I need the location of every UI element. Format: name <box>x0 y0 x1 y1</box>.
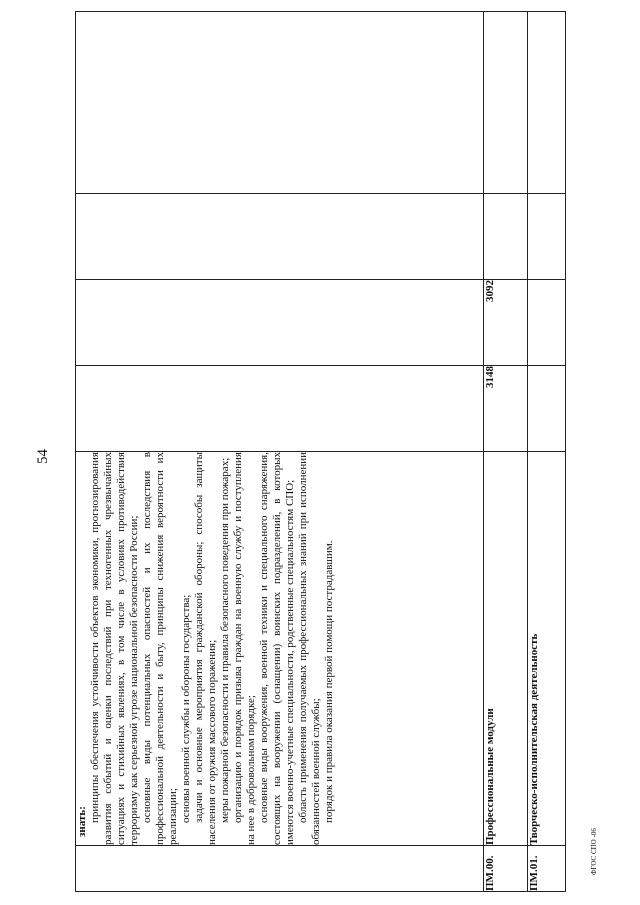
knowledge-item: основные виды потенциальных опасностей и их последствия в профессиональной деятельности и быту, принципы снижения вероятности их реализации; <box>141 452 179 845</box>
knowledge-item: основы военной службы и обороны государства; <box>180 594 192 823</box>
hours-class-cell <box>76 280 484 366</box>
knowledge-item: принципы обеспечения устойчивости объектов экономики, прогнозирования развития событий и оценки последствий при техногенных чрезвычайных ситуациях и стихийных явлениях, в том числе в условиях противодействия терроризму как серьезной угрозе национальной безопасности России; <box>89 452 140 845</box>
table-row <box>528 12 566 892</box>
hours-class-value: 3092 <box>484 280 528 366</box>
hours-max-value: 3148 <box>484 366 528 452</box>
empty-cell <box>76 12 484 194</box>
module-code: ПМ.00. <box>484 846 528 892</box>
module-name: Профессиональные модули <box>484 452 528 846</box>
table-row <box>484 12 528 892</box>
knowledge-item: организацию и порядок призыва граждан на военную службу и поступления на нее в добровольном порядке; <box>232 452 257 845</box>
table-row <box>76 12 484 892</box>
knowledge-cell <box>76 452 484 846</box>
knowledge-heading: знать: <box>76 806 88 837</box>
curriculum-table <box>75 11 566 892</box>
module-name: Творческо-исполнительская деятельность <box>528 452 566 846</box>
empty-cell <box>528 12 566 194</box>
footer-label: ФГОС СПО -06 <box>590 828 598 875</box>
empty-cell <box>528 366 566 452</box>
hours-max-cell <box>76 366 484 452</box>
knowledge-item: область применения получаемых профессиональных знаний при исполнении обязанностей военной службы; <box>297 452 322 845</box>
empty-cell <box>484 194 528 280</box>
page-number: 54 <box>35 449 51 464</box>
empty-cell <box>528 194 566 280</box>
knowledge-item: задачи и основные мероприятия гражданской обороны; способы защиты населения от оружия массового поражения; <box>193 452 218 845</box>
knowledge-item: порядок и правила оказания первой помощи пострадавшим. <box>323 540 335 823</box>
rotated-sheet <box>75 12 565 892</box>
rotated-table-frame <box>75 12 565 892</box>
code-cell-empty <box>76 846 484 892</box>
empty-cell <box>528 280 566 366</box>
empty-cell <box>76 194 484 280</box>
knowledge-item: основные виды вооружения, военной техники и специального снаряжения, состоящих на вооружении (оснащении) воинских подразделений, в которых имеются военно-учетные специальности, родственные специальностям СПО; <box>258 452 296 845</box>
module-code: ПМ.01. <box>528 846 566 892</box>
knowledge-item: меры пожарной безопасности и правила безопасного поведения при пожарах; <box>219 457 231 823</box>
empty-cell <box>484 12 528 194</box>
